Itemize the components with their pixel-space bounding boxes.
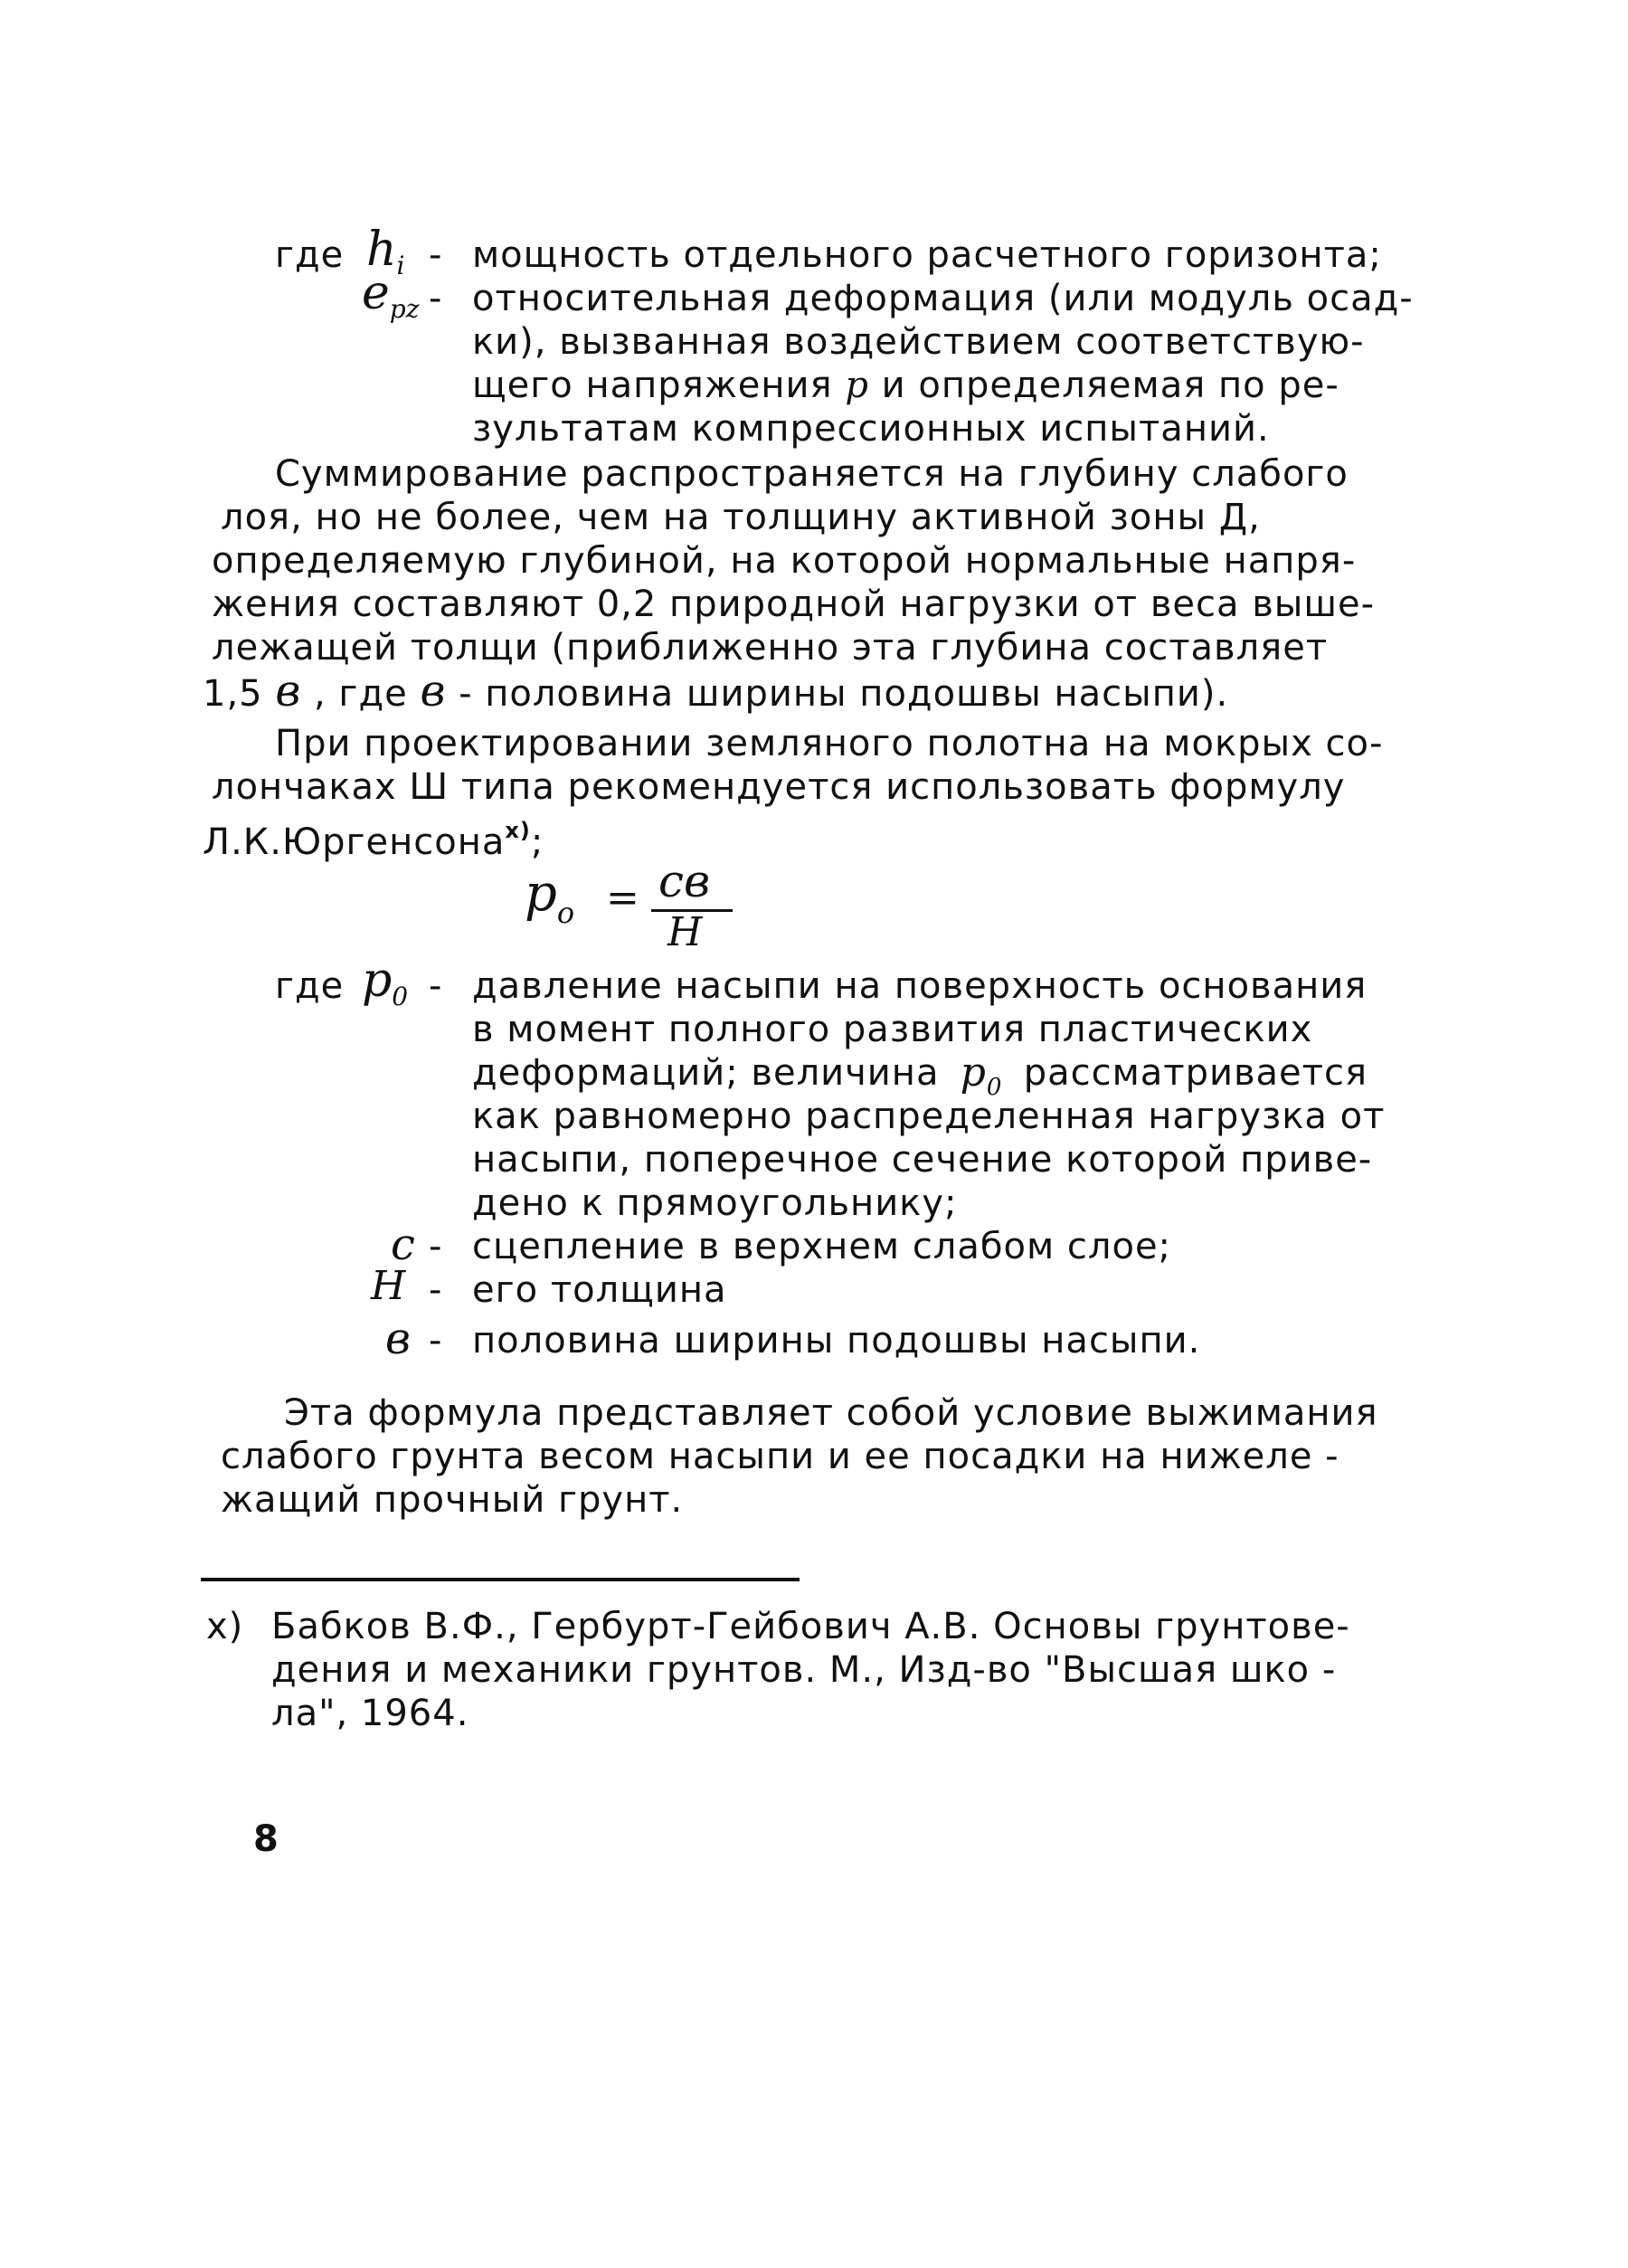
- formula-denominator: H: [667, 909, 703, 955]
- paragraph-line: лончаках Ш типа рекомендуется использовать формулу: [212, 766, 1346, 808]
- def-e-text-line: щего напряжения p и определяемая по ре-: [472, 365, 1339, 406]
- paragraph-line: Эта формула представляет собой условие выжимания: [284, 1392, 1378, 1434]
- paragraph-line: лоя, но не более, чем на толщину активной зоны Д,: [221, 497, 1261, 538]
- def-p0-text-line: деформаций; величина $p_0$ рассматривается: [472, 1051, 1368, 1109]
- paragraph-line: 1,5 в , где в - половина ширины подошвы насыпи).: [203, 666, 1229, 716]
- def-c-text: сцепление в верхнем слабом слое;: [472, 1226, 1172, 1267]
- def-gde-label: где: [275, 234, 345, 276]
- def-h-text: мощность отдельного расчетного горизонта;: [472, 234, 1382, 276]
- symbol-p: p: [845, 365, 869, 406]
- footnote-line: Бабков В.Ф., Гербурт-Гейбович А.В. Основы грунтове-: [271, 1606, 1350, 1647]
- symbol-c: c: [391, 1219, 415, 1270]
- footnote-rule: [201, 1578, 800, 1581]
- def-e-text-line: ки), вызванная воздействием соответствую-: [472, 321, 1365, 363]
- def-p0-text-line: в момент полного развития пластических: [472, 1009, 1313, 1050]
- symbol-p0: $p_0$: [362, 954, 409, 1011]
- paragraph-line: жащий прочный грунт.: [221, 1479, 684, 1521]
- footnote-line: дения и механики грунтов. М., Изд-во "Высшая шко -: [271, 1649, 1337, 1691]
- page-number: 8: [253, 1818, 279, 1860]
- formula: [525, 855, 760, 954]
- paragraph-line: слабого грунта весом насыпи и ее посадки на нижеле -: [221, 1436, 1339, 1477]
- paragraph-line: лежащей толщи (приближенно эта глубина составляет: [212, 627, 1329, 669]
- symbol-p0: $p_0$: [960, 1049, 1003, 1101]
- def-p0-text-line: как равномерно распределенная нагрузка от: [472, 1096, 1386, 1137]
- paragraph-line: Л.К.Юргенсона$^{х)}$;: [203, 818, 544, 863]
- def-H-text: его толщина: [472, 1269, 727, 1311]
- def-b-text: половина ширины подошвы насыпи.: [472, 1320, 1201, 1362]
- def-dash: -: [429, 1226, 443, 1267]
- symbol-b: в: [275, 666, 302, 716]
- paragraph-line: определяемую глубиной, на которой нормальные напря-: [212, 540, 1357, 582]
- def-dash: -: [429, 1320, 443, 1362]
- symbol-b: в: [420, 666, 447, 716]
- formula-lhs: $p_o$: [525, 864, 575, 930]
- formula-numerator: св: [658, 855, 711, 907]
- footnote-line: ла", 1964.: [271, 1693, 469, 1734]
- def-p0-text-line: насыпи, поперечное сечение которой приве-: [472, 1139, 1373, 1181]
- formula-equals: =: [606, 875, 639, 921]
- def-dash: -: [429, 1269, 443, 1311]
- symbol-H: H: [371, 1263, 406, 1309]
- def-e-text-line: зультатам компрессионных испытаний.: [472, 408, 1270, 450]
- def-p0-text-line: дено к прямоугольнику;: [472, 1182, 958, 1224]
- def-p0-text-line: давление насыпи на поверхность основания: [472, 965, 1368, 1007]
- def-gde-label: где: [275, 965, 345, 1007]
- symbol-b: в: [385, 1314, 411, 1364]
- def-dash: -: [429, 278, 443, 319]
- symbol-h-i: $h_i$: [366, 223, 405, 280]
- footnote-ref: х): [505, 818, 531, 843]
- paragraph-line: При проектировании земляного полотна на мокрых со-: [275, 723, 1384, 764]
- def-dash: -: [429, 965, 443, 1007]
- symbol-e-pz: $e_{pz}$: [362, 266, 420, 324]
- paragraph-line: жения составляют 0,2 природной нагрузки от веса выше-: [212, 584, 1376, 625]
- def-dash: -: [429, 234, 443, 276]
- paragraph-line: Суммирование распространяется на глубину слабого: [275, 453, 1349, 495]
- def-e-text-line: относительная деформация (или модуль осад-: [472, 278, 1414, 319]
- footnote-marker: х): [206, 1606, 244, 1647]
